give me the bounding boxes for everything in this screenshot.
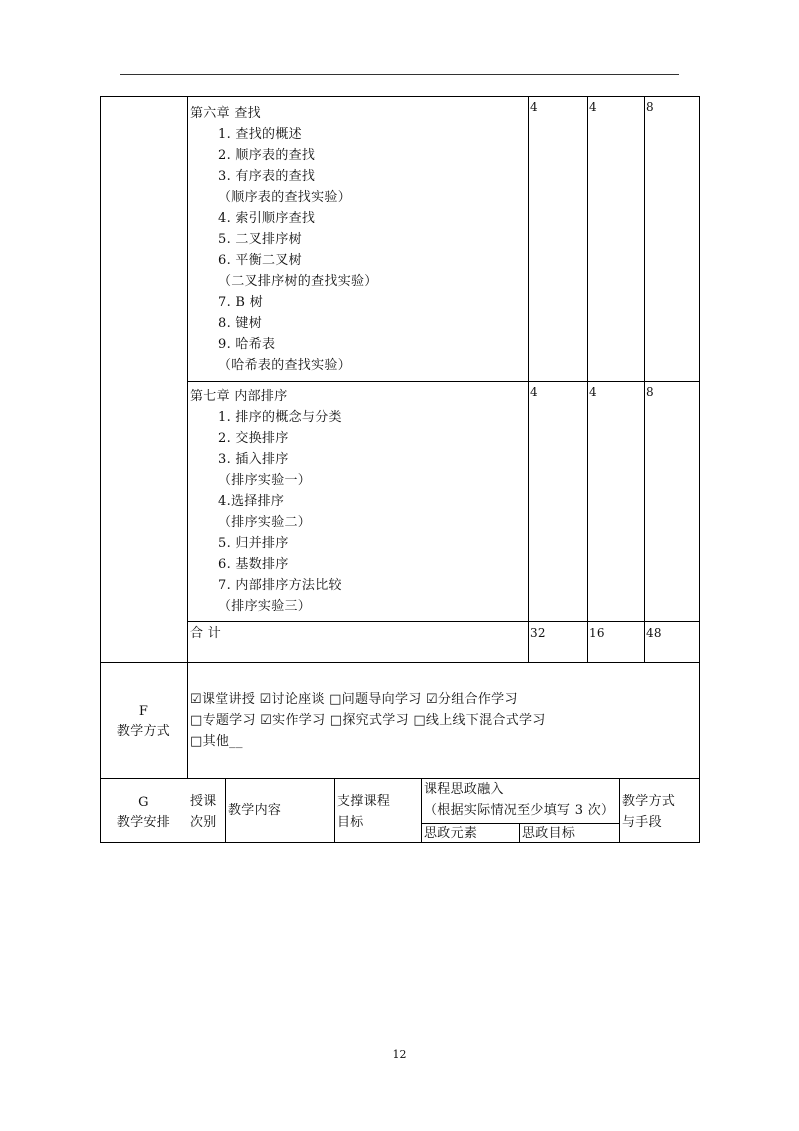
- col-ideology-line2: （根据实际情况至少填写 3 次）: [424, 803, 615, 818]
- header-rule: [120, 74, 679, 75]
- col-ideology-target: 思政目标: [522, 826, 576, 841]
- section-f-letter: F: [138, 704, 149, 719]
- chapter7-item: 7. 内部排序方法比较: [218, 578, 342, 593]
- teaching-methods-row2: □专题学习 ☑实作学习 □探究式学习 □线上线下混合式学习: [190, 713, 546, 728]
- chapter7-item: （排序实验一）: [218, 473, 312, 488]
- section-f-title: 教学方式: [116, 724, 171, 739]
- chapter6-title: 第六章 查找: [190, 106, 261, 121]
- col-goal-line1: 支撑课程: [337, 794, 391, 809]
- chapter7-item: 1. 排序的概念与分类: [218, 410, 342, 425]
- chapter6-item: 8. 键树: [218, 316, 263, 331]
- total-lab-hours: 16: [589, 626, 605, 640]
- total-all-hours: 48: [646, 626, 662, 640]
- total-label: 合 计: [190, 626, 222, 641]
- chapter6-item: 7. B 树: [218, 295, 264, 310]
- teaching-methods-row3: □其他__: [190, 734, 243, 749]
- chapter7-title: 第七章 内部排序: [190, 389, 288, 404]
- section-g-title: 教学安排: [116, 815, 171, 830]
- teaching-methods-row1: ☑课堂讲授 ☑讨论座谈 □问题导向学习 ☑分组合作学习: [190, 692, 518, 707]
- chapter7-item: （排序实验三）: [218, 599, 312, 614]
- chapter6-item: 2. 顺序表的查找: [218, 148, 316, 163]
- col-ideology-element: 思政元素: [424, 826, 478, 841]
- chapter6-lecture-hours: 4: [530, 100, 538, 114]
- chapter7-total-hours: 8: [646, 385, 654, 399]
- chapter7-item: 6. 基数排序: [218, 557, 289, 572]
- col-session-line1: 授课: [190, 794, 217, 809]
- chapter7-lecture-hours: 4: [530, 385, 538, 399]
- total-lecture-hours: 32: [530, 626, 546, 640]
- chapter6-lab-hours: 4: [589, 100, 597, 114]
- chapter7-item: 3. 插入排序: [218, 452, 289, 467]
- chapter7-item: 2. 交换排序: [218, 431, 289, 446]
- chapter6-item: 3. 有序表的查找: [218, 169, 316, 184]
- col-content: 教学内容: [228, 803, 282, 818]
- chapter6-item: （顺序表的查找实验）: [218, 190, 352, 205]
- chapter7-item: （排序实验二）: [218, 515, 312, 530]
- col-goal-line2: 目标: [337, 815, 364, 830]
- chapter6-item: 1. 查找的概述: [218, 127, 302, 142]
- chapter6-item: （哈希表的查找实验）: [218, 358, 352, 373]
- chapter6-total-hours: 8: [646, 100, 654, 114]
- chapter6-item: （二叉排序树的查找实验）: [218, 274, 378, 289]
- col-method-line2: 与手段: [622, 815, 662, 830]
- col-session-line2: 次别: [190, 815, 217, 830]
- chapter6-item: 4. 索引顺序查找: [218, 211, 316, 226]
- chapter7-item: 4.选择排序: [218, 494, 285, 509]
- chapter6-item: 5. 二叉排序树: [218, 232, 302, 247]
- chapter7-lab-hours: 4: [589, 385, 597, 399]
- col-method-line1: 教学方式: [622, 794, 676, 809]
- chapter7-item: 5. 归并排序: [218, 536, 289, 551]
- chapter6-item: 9. 哈希表: [218, 337, 276, 352]
- col-ideology-line1: 课程思政融入: [424, 782, 504, 797]
- page-number: 12: [392, 1048, 407, 1061]
- chapter6-item: 6. 平衡二叉树: [218, 253, 302, 268]
- section-g-letter: G: [138, 795, 149, 810]
